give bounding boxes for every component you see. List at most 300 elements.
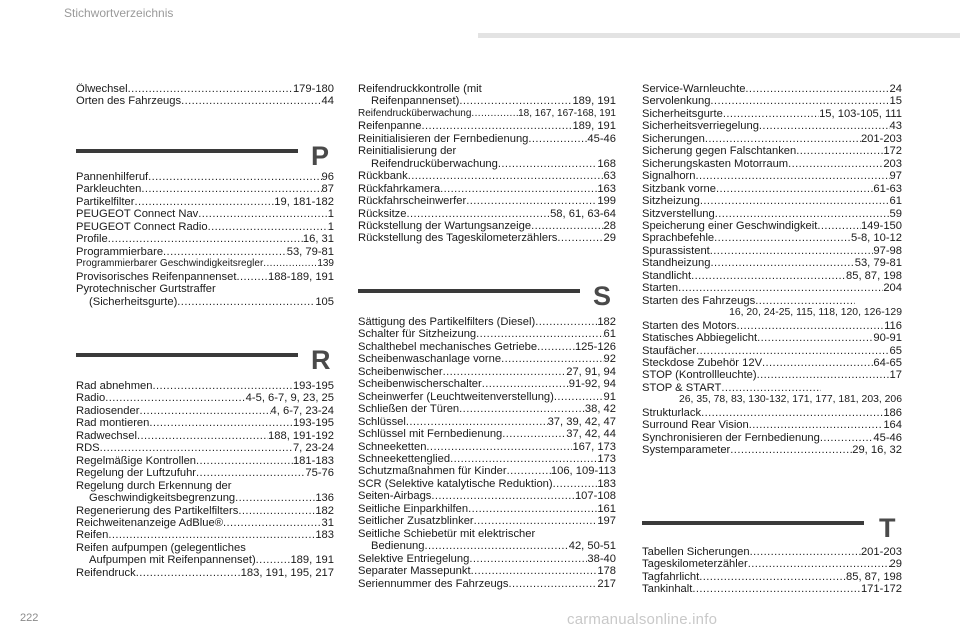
page-ref: 61-63 xyxy=(873,182,902,195)
index-term: Reifendruck xyxy=(76,566,136,579)
index-line xyxy=(642,145,902,157)
index-line xyxy=(642,270,902,282)
index-line xyxy=(76,405,334,417)
dot-leader xyxy=(196,467,305,479)
index-term: Staufächer xyxy=(642,344,697,357)
page-ref: 183 xyxy=(597,477,616,490)
index-entry xyxy=(358,195,616,207)
page-ref: 63 xyxy=(603,170,616,183)
page-header-title: Stichwortverzeichnis xyxy=(64,6,174,20)
index-term: (Sicherheitsgurte) xyxy=(89,295,178,308)
page-ref: 64-65 xyxy=(873,356,902,369)
index-line xyxy=(358,183,616,195)
index-term: Scheibenwischer xyxy=(358,365,443,378)
index-line xyxy=(358,133,616,145)
index-entry xyxy=(358,232,616,244)
index-term: Strukturlack xyxy=(642,406,702,419)
page-ref: 105 xyxy=(315,295,334,308)
index-term: Regenerierung des Partikelfilters xyxy=(76,504,239,517)
dot-leader xyxy=(762,357,873,369)
dot-leader xyxy=(466,195,597,207)
index-line xyxy=(358,578,616,590)
index-term: Sitzverstellung xyxy=(642,207,715,220)
page-ref: 136 xyxy=(315,492,334,505)
index-line xyxy=(76,83,334,95)
page-ref: 61 xyxy=(603,328,616,341)
index-entry xyxy=(642,145,902,157)
page-ref: 125-126 xyxy=(574,340,616,353)
dot-leader xyxy=(471,108,518,120)
page-ref: 188, 191-192 xyxy=(268,429,334,442)
index-entry xyxy=(358,120,616,132)
index-entry xyxy=(76,455,334,467)
index-entry xyxy=(642,444,902,456)
index-entry xyxy=(358,528,616,553)
dot-leader xyxy=(820,432,874,444)
index-entry xyxy=(358,220,616,232)
page-ref: 37, 39, 42, 47 xyxy=(547,415,616,428)
index-line xyxy=(76,271,334,283)
index-line xyxy=(642,220,902,232)
index-entry xyxy=(76,208,334,220)
dot-leader xyxy=(696,170,890,182)
page-ref: 61 xyxy=(889,195,902,208)
page-ref: 4, 6-7, 23-24 xyxy=(270,404,334,417)
index-term: Seiten-Airbags xyxy=(358,490,432,503)
index-term: Seitlicher Zusatzblinker xyxy=(358,515,474,528)
index-term: Schlüssel xyxy=(358,415,406,428)
index-entry xyxy=(76,233,334,245)
index-term: Profile xyxy=(76,233,108,246)
index-entry xyxy=(358,553,616,565)
index-column-3-s xyxy=(642,83,902,457)
index-term: Scheibenwischerschalter xyxy=(358,378,482,391)
index-line xyxy=(358,540,616,552)
index-line xyxy=(358,553,616,565)
page-ref: 15, 103-105, 111 xyxy=(819,107,902,120)
page-ref: 44 xyxy=(321,95,334,108)
dot-leader xyxy=(757,332,873,344)
index-term: Sättigung des Partikelfilters (Diesel) xyxy=(358,316,536,328)
page-ref: 183 xyxy=(315,529,334,542)
index-entry xyxy=(76,171,334,183)
dot-leader xyxy=(502,428,566,440)
index-entry xyxy=(358,328,616,340)
index-line xyxy=(642,170,902,182)
dot-leader xyxy=(139,405,270,417)
index-line xyxy=(76,567,334,579)
index-term: Scheibenwaschanlage vorne xyxy=(358,353,502,366)
index-line xyxy=(76,442,334,454)
index-term: Rückfahrkamera xyxy=(358,182,441,195)
index-line xyxy=(358,428,616,440)
dot-leader xyxy=(238,505,315,517)
dot-leader xyxy=(163,246,287,258)
index-column-1-r xyxy=(76,380,334,579)
header-bar xyxy=(478,33,960,38)
page-ref: 45-46 xyxy=(873,431,902,444)
dot-leader xyxy=(482,378,569,390)
dot-leader xyxy=(710,245,874,257)
index-term: Sicherheitsverriegelung xyxy=(642,120,759,133)
dot-leader xyxy=(553,478,598,490)
index-line xyxy=(358,378,616,390)
index-term: Programmierbare xyxy=(76,245,164,258)
page-ref: 45-46 xyxy=(587,132,616,145)
index-entry xyxy=(358,565,616,577)
dot-leader xyxy=(408,170,604,182)
index-term: PEUGEOT Connect Nav xyxy=(76,208,199,221)
index-term: Seitliche Einparkhilfen xyxy=(358,502,469,515)
index-term: Schalthebel mechanisches Getriebe xyxy=(358,340,538,353)
dot-leader xyxy=(554,391,604,403)
dot-leader xyxy=(134,196,274,208)
page-ref: 87 xyxy=(321,183,334,196)
page-ref: 28 xyxy=(603,219,616,232)
section-header-r xyxy=(76,347,334,377)
page-ref: 4-5, 6-7, 9, 23, 25 xyxy=(245,392,334,405)
page-ref: 16, 31 xyxy=(302,233,334,246)
index-entry xyxy=(642,120,902,132)
index-line xyxy=(642,195,902,207)
index-entry xyxy=(358,316,616,328)
index-line xyxy=(642,257,902,269)
page-ref: 26, 35, 78, 83, 130-132, 171, 177, 181, 203, 206 xyxy=(678,394,902,406)
index-entry xyxy=(642,270,902,282)
dot-leader xyxy=(236,271,268,283)
dot-leader xyxy=(757,369,890,381)
dot-leader xyxy=(696,345,889,357)
index-line xyxy=(358,158,616,170)
dot-leader xyxy=(406,416,548,428)
index-entry xyxy=(358,453,616,465)
page-ref: 173 xyxy=(597,452,616,465)
section-header-t xyxy=(642,515,902,545)
dot-leader xyxy=(755,295,855,307)
page-ref: 16, 20, 24-25, 115, 118, 120, 126-129 xyxy=(729,307,902,319)
dot-leader xyxy=(263,258,317,270)
page-ref: 201-203 xyxy=(860,546,902,558)
page-ref: 106, 109-113 xyxy=(550,465,616,478)
index-entry xyxy=(76,196,334,208)
page-ref: 75-76 xyxy=(305,467,334,480)
index-entry xyxy=(642,208,902,220)
index-term: Tabellen Sicherungen xyxy=(642,546,750,558)
dot-leader xyxy=(148,171,321,183)
index-term: Programmierbarer Geschwindigkeitsregler xyxy=(76,258,264,270)
page-ref: 193-195 xyxy=(292,417,334,430)
dot-leader xyxy=(710,95,889,107)
index-line xyxy=(642,83,902,95)
index-line xyxy=(76,505,334,517)
dot-leader xyxy=(469,553,587,565)
page-ref: 18, 167, 167-168, 191 xyxy=(518,107,616,119)
dot-leader xyxy=(701,407,883,419)
index-entry xyxy=(642,546,902,558)
dot-leader xyxy=(198,208,327,220)
dot-leader xyxy=(537,341,575,353)
index-line xyxy=(76,492,334,504)
index-entry xyxy=(642,257,902,269)
index-term: Signalhorn xyxy=(642,170,696,183)
index-line xyxy=(642,558,902,570)
index-term: Rückfahrscheinwerfer xyxy=(358,195,467,208)
index-line xyxy=(642,419,902,431)
index-line xyxy=(76,196,334,208)
index-term: Partikelfilter xyxy=(76,195,135,208)
index-entry xyxy=(76,405,334,417)
index-line xyxy=(642,345,902,357)
index-term: Standheizung xyxy=(642,257,711,270)
index-line xyxy=(76,529,334,541)
index-line xyxy=(76,183,334,195)
index-line xyxy=(642,357,902,369)
index-entry xyxy=(76,283,334,308)
index-term: Statisches Abbiegelicht xyxy=(642,332,758,345)
page-ref: 85, 87, 198 xyxy=(846,269,902,282)
index-entry xyxy=(76,95,334,107)
dot-leader xyxy=(759,120,890,132)
page-ref: 182 xyxy=(597,316,616,328)
index-entry xyxy=(76,567,334,579)
index-term: Tagfahrlicht xyxy=(642,570,700,583)
index-entry xyxy=(76,258,334,270)
index-term: Selektive Entriegelung xyxy=(358,552,470,565)
index-entry xyxy=(642,282,902,294)
index-entry xyxy=(642,183,902,195)
index-entry xyxy=(358,378,616,390)
dot-leader xyxy=(153,380,293,392)
index-entry xyxy=(642,332,902,344)
dot-leader xyxy=(501,353,603,365)
page-ref: 96 xyxy=(321,171,334,183)
index-line xyxy=(358,208,616,220)
index-entry xyxy=(358,428,616,440)
dot-leader xyxy=(748,558,890,570)
page-ref: 163 xyxy=(597,182,616,195)
index-term: Radwechsel xyxy=(76,429,137,442)
dot-leader xyxy=(196,455,293,467)
page-ref: 199 xyxy=(597,195,616,208)
index-entry xyxy=(642,245,902,257)
page-ref: 193-195 xyxy=(292,380,334,392)
index-term: Radiosender xyxy=(76,404,140,417)
index-entry xyxy=(358,391,616,403)
index-entry xyxy=(642,158,902,170)
page-ref: 92 xyxy=(603,353,616,366)
index-line xyxy=(358,120,616,132)
index-entry xyxy=(76,83,334,95)
index-entry xyxy=(358,416,616,428)
page-ref: 29, 16, 32 xyxy=(852,444,902,457)
index-term: Spurassistent xyxy=(642,244,710,257)
page-ref: 201-203 xyxy=(860,132,902,145)
index-line xyxy=(76,392,334,404)
page-ref: 97-98 xyxy=(873,244,902,257)
index-term: Sitzheizung xyxy=(642,195,700,208)
dot-leader xyxy=(108,233,303,245)
index-line xyxy=(358,316,616,328)
page-ref: 189, 191 xyxy=(290,554,334,567)
index-term: Sprachbefehle xyxy=(642,232,715,245)
index-term: Reifen aufpumpen (gelegentliches xyxy=(76,541,246,554)
dot-leader xyxy=(208,221,328,233)
index-term: Tankinhalt xyxy=(642,583,693,596)
dot-leader xyxy=(177,296,315,308)
index-term: Scheinwerfer (Leuchtweitenverstellung) xyxy=(358,390,554,403)
dot-leader xyxy=(440,183,597,195)
index-line xyxy=(358,565,616,577)
page-ref: 53, 79-81 xyxy=(854,257,902,270)
dot-leader xyxy=(737,320,885,332)
index-entry xyxy=(76,183,334,195)
index-term: Seriennummer des Fahrzeugs xyxy=(358,577,509,590)
page-ref: 91-92, 94 xyxy=(568,378,616,391)
dot-leader xyxy=(817,220,861,232)
index-term: Reifendruckkontrolle (mit xyxy=(358,83,482,95)
index-line xyxy=(642,183,902,195)
index-column-1-p xyxy=(76,171,334,308)
dot-leader xyxy=(557,232,603,244)
index-term: Reifenpannenset) xyxy=(371,95,460,108)
index-entry xyxy=(358,108,616,120)
index-line xyxy=(642,320,902,332)
index-term: Service-Warnleuchte xyxy=(642,83,746,95)
dot-leader xyxy=(796,145,883,157)
index-term: Geschwindigkeitsbegrenzung xyxy=(89,492,236,505)
index-line xyxy=(76,554,334,566)
index-entry xyxy=(642,558,902,570)
page-ref: 59 xyxy=(889,207,902,220)
index-entry xyxy=(358,133,616,145)
index-line xyxy=(358,416,616,428)
dot-leader xyxy=(431,490,575,502)
index-entry xyxy=(642,95,902,107)
index-line xyxy=(76,95,334,107)
index-entry xyxy=(76,246,334,258)
index-term: PEUGEOT Connect Radio xyxy=(76,220,208,233)
index-entry xyxy=(358,366,616,378)
section-letter-s: S xyxy=(593,281,612,311)
index-entry xyxy=(358,403,616,415)
index-column-3-t xyxy=(642,546,902,596)
index-entry xyxy=(642,369,902,381)
index-line xyxy=(642,432,902,444)
dot-leader xyxy=(528,133,587,145)
dot-leader xyxy=(498,158,597,170)
index-line xyxy=(642,546,902,558)
index-term: Surround Rear Vision xyxy=(642,419,749,432)
page-number: 222 xyxy=(20,612,39,624)
index-entry xyxy=(358,145,616,170)
page-ref: 189, 191 xyxy=(572,120,616,133)
index-term: Bedienung xyxy=(371,540,425,553)
index-term: Radio xyxy=(76,392,106,405)
index-entry xyxy=(642,320,902,332)
page-ref: 182 xyxy=(315,504,334,517)
index-line xyxy=(642,295,902,307)
page-ref: 7, 23-24 xyxy=(292,442,334,455)
index-entry xyxy=(358,341,616,353)
index-entry xyxy=(76,442,334,454)
index-line xyxy=(642,282,902,294)
dot-leader xyxy=(714,232,851,244)
index-entry xyxy=(76,467,334,479)
dot-leader xyxy=(750,546,861,558)
index-term: Starten des Motors xyxy=(642,319,737,332)
section-letter-t: T xyxy=(879,513,896,543)
index-entry xyxy=(642,170,902,182)
page-ref: 85, 87, 198 xyxy=(846,570,902,583)
index-entry xyxy=(642,583,902,595)
index-term: Reifenpanne xyxy=(358,120,422,133)
section-letter-r: R xyxy=(311,345,331,375)
index-line xyxy=(642,382,902,394)
index-entry xyxy=(642,357,902,369)
dot-leader xyxy=(715,208,890,220)
index-term: SCR (Selektive katalytische Reduktion) xyxy=(358,477,553,490)
page-ref: 19, 181-182 xyxy=(274,195,334,208)
dot-leader xyxy=(425,540,569,552)
page-ref: 65 xyxy=(889,344,902,357)
index-entry xyxy=(358,515,616,527)
index-term: Rad abnehmen xyxy=(76,380,153,392)
index-term: Standlicht xyxy=(642,269,692,282)
index-term: Schutzmaßnahmen für Kinder xyxy=(358,465,507,478)
index-term: Schneekettenglied xyxy=(358,452,451,465)
index-term: Regelung durch Erkennung der xyxy=(76,479,232,492)
index-term: RDS xyxy=(76,442,100,455)
page-ref: 179-180 xyxy=(292,83,334,95)
index-line xyxy=(358,328,616,340)
index-entry xyxy=(358,170,616,182)
index-term: Reichweitenanzeige AdBlue® xyxy=(76,516,223,529)
dot-leader xyxy=(128,83,293,95)
index-term: Provisorisches Reifenpannenset xyxy=(76,270,237,283)
index-line xyxy=(76,233,334,245)
index-line xyxy=(358,108,616,120)
index-term: Systemparameter xyxy=(642,444,731,457)
page-ref: 107-108 xyxy=(574,490,616,503)
index-entry xyxy=(358,83,616,108)
index-entry xyxy=(642,295,902,320)
dot-leader xyxy=(471,565,598,577)
index-line xyxy=(358,391,616,403)
index-entry xyxy=(358,183,616,195)
index-entry xyxy=(642,345,902,357)
dot-leader xyxy=(181,95,321,107)
page-ref: 27, 91, 94 xyxy=(566,365,616,378)
index-entry xyxy=(642,108,902,120)
index-entry xyxy=(642,195,902,207)
index-term: Sitzbank vorne xyxy=(642,182,717,195)
index-term: Synchronisieren der Fernbedienung xyxy=(642,431,820,444)
page-ref: 97 xyxy=(889,170,902,183)
index-entry xyxy=(76,529,334,541)
section-header-s xyxy=(358,283,616,313)
index-line xyxy=(76,417,334,429)
index-line xyxy=(642,208,902,220)
page-ref: 172 xyxy=(883,145,902,158)
dot-leader xyxy=(459,403,585,415)
page-ref: 5-8, 10-12 xyxy=(851,232,902,245)
index-entry xyxy=(358,478,616,490)
page-ref: 181-183 xyxy=(292,454,334,467)
dot-leader xyxy=(407,208,551,220)
index-entry xyxy=(642,83,902,95)
dot-leader xyxy=(531,220,603,232)
index-term: Separater Massepunkt xyxy=(358,565,471,578)
